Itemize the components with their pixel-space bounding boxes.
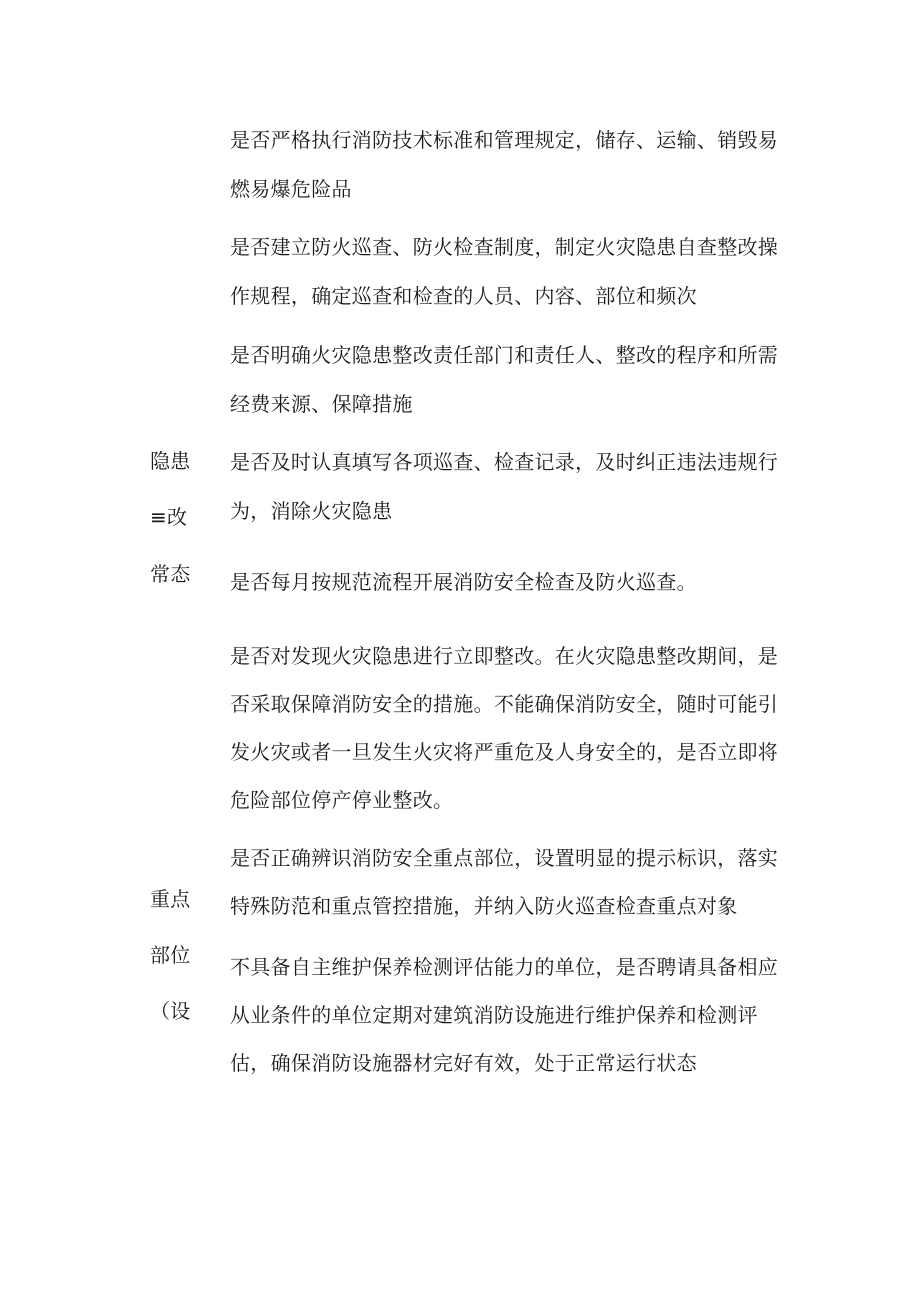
body-line: 燃易爆危险品: [230, 177, 352, 201]
body-line: 是否建立防火巡查、防火检查制度，制定火灾隐患自查整改操: [230, 235, 779, 259]
body-line: 作规程，确定巡查和检查的人员、内容、部位和频次: [230, 284, 697, 308]
side-label-key: 重点: [150, 887, 191, 911]
body-line: 是否严格执行消防技术标准和管理规定，储存、运输、销毁易: [230, 128, 779, 152]
body-line: 从业条件的单位定期对建筑消防设施进行维护保养和检测评: [230, 1003, 758, 1027]
body-line: 是否每月按规范流程开展消防安全检查及防火巡查。: [230, 570, 697, 594]
body-line: 危险部位停产停业整改。: [230, 788, 454, 812]
body-line: 是否明确火灾隐患整改责任部门和责任人、整改的程序和所需: [230, 343, 779, 367]
body-line: 发火灾或者一旦发生火灾将严重危及人身安全的，是否立即将: [230, 740, 779, 764]
body-line: 特殊防范和重点管控措施，并纳入防火巡查检查重点对象: [230, 894, 738, 918]
body-line: 是否正确辨识消防安全重点部位，设置明显的提示标识，落实: [230, 846, 779, 870]
body-line: 是否及时认真填写各项巡查、检查记录，及时纠正违法违规行: [230, 450, 779, 474]
body-line: 是否对发现火灾隐患进行立即整改。在火灾隐患整改期间，是: [230, 644, 779, 668]
body-line: 不具备自主维护保养检测评估能力的单位，是否聘请具备相应: [230, 955, 779, 979]
side-label-normalized: 常态: [150, 562, 191, 586]
body-line: 经费来源、保障措施: [230, 392, 413, 416]
side-label-location: 部位: [150, 943, 191, 967]
body-line: 估，确保消防设施器材完好有效，处于正常运行状态: [230, 1051, 697, 1075]
side-label-facility: （设: [150, 999, 191, 1023]
body-line: 否采取保障消防安全的措施。不能确保消防安全，随时可能引: [230, 692, 779, 716]
side-label-hidden-danger: 隐患: [150, 449, 191, 473]
side-label-rectify: ≡改: [150, 505, 188, 529]
body-line: 为，消除火灾隐患: [230, 499, 393, 523]
